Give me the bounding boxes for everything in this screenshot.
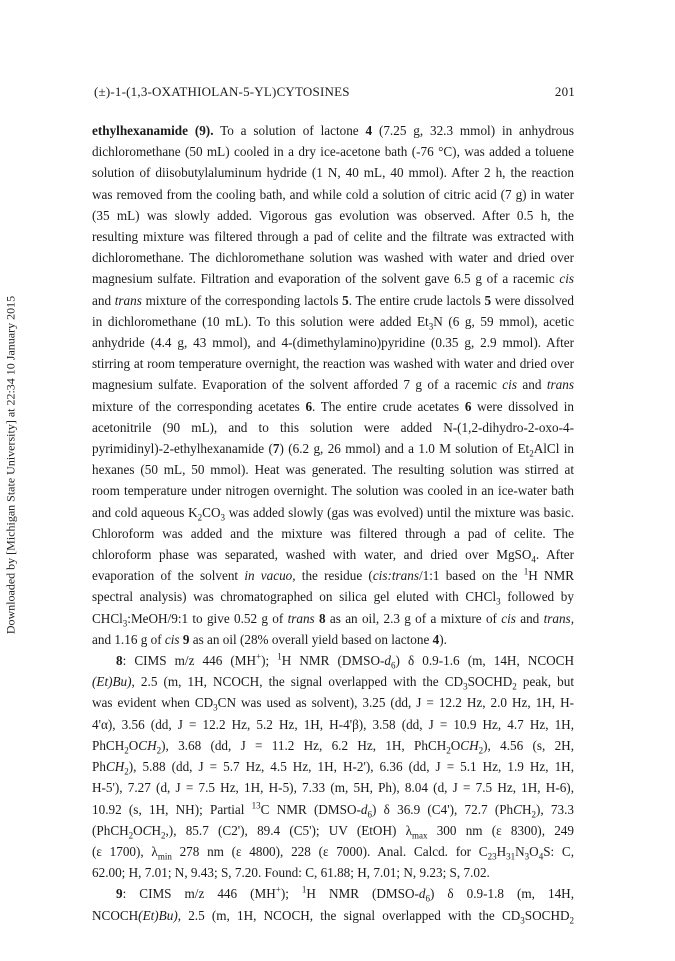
text-line: and 1.16 g of cis 9 as an oil (28% overall yield based on lactone 4).: [92, 631, 447, 647]
text-line: dichloromethane (50 mL) cooled in a dry ice-acetone bath (-76 °C), was added a toluene: [92, 144, 574, 160]
text-line: 9: CIMS m/z 446 (MH+); $^1$H NMR $(DMSO-d_6)$ δ 0.9-1.8 (m, 14H,: [116, 884, 574, 904]
download-watermark-text: Downloaded by [Michigan State University] at 22:34 10 January 2015: [3, 295, 18, 635]
text-line: (35 mL) was slowly added. Vigorous gas evolution was observed. After 0.5 h, the: [92, 207, 574, 223]
text-line: stirring at room temperature overnight, the reaction was washed with water and dried over: [92, 356, 574, 372]
text-line: resulting mixture was filtered through a pad of celite and the filtrate was extracted with: [92, 229, 574, 245]
text-line: and cold aqueous $K_2CO_3$ was added slowly (gas was evolved) until the mixture was basic.: [92, 504, 574, 523]
text-line: magnesium sulfate. Evaporation of the solvent afforded 7 g of a racemic cis and trans: [92, 377, 574, 393]
page-header: [94, 84, 575, 100]
running-title: (±)-1-(1,3-OXATHIOLAN-5-YL)CYTOSINES: [94, 84, 350, 99]
text-line: chloroform phase was separated, washed with water, and dried over MgSO$_4$. After: [92, 547, 574, 565]
text-line: NCOCH(Et)Bu), 2.5 (m, 1H, NCOCH, the signal overlapped with the $CD_3SOCHD_2$: [92, 907, 574, 926]
text-line: evaporation of the solvent in vacuo, the residue (cis:trans/1:1 based on the $^1$H NMR: [92, 566, 574, 584]
text-line: 62.00; H, 7.01; N, 9.43; S, 7.20. Found: C, 61.88; H, 7.01; N, 9.23; S, 7.02.: [92, 865, 490, 881]
text-line: 10.92 (s, 1H, NH); Partial $^{13}$C NMR $(DMSO-d_6)$ δ 36.9 (C4'), 72.7 (PhCH$_2$), 73.3: [92, 800, 574, 820]
text-line: 8: CIMS m/z 446 (MH+); $^1$H NMR $(DMSO-d_6)$ δ 0.9-1.6 (m, 14H, NCOCH: [116, 651, 574, 671]
text-line: room temperature under nitrogen overnight. The solution was cooled in an ice-water bath: [92, 483, 574, 499]
text-line: H-5'), 7.27 (d, J = 7.5 Hz, 1H, H-5), 7.33 (m, 5H, Ph), 8.04 (d, J = 7.5 Hz, 1H, H-6),: [92, 780, 574, 796]
text-line: dichloromethane. The dichloromethane solution was washed with water and dried over: [92, 250, 574, 266]
text-line: in dichloromethane (10 mL). To this solution were added $Et_3N$ (6 g, 59 mmol), acetic: [92, 313, 574, 332]
text-line: (ε 1700), $\lambda_{min}$ 278 nm (ε 4800), 228 (ε 7000). Anal. Calcd. for $C_{23}H_{31}N_3O_4S$: C,: [92, 843, 574, 862]
text-line: mixture of the corresponding acetates 6. The entire crude acetates 6 were dissolved in: [92, 398, 575, 414]
text-line: magnesium sulfate. Filtration and evaporation of the solvent gave 6.5 g of a racemic cis: [92, 271, 574, 287]
text-line: acetonitrile (90 mL), and to this solution were added N-(1,2-dihydro-2-oxo-4-: [92, 419, 574, 435]
text-line: PhCH$_2$), 5.88 (dd, J = 5.7 Hz, 4.5 Hz, 1H, H-2'), 6.36 (dd, J = 5.1 Hz, 1.9 Hz, 1H,: [92, 759, 574, 777]
text-line: solution of diisobutylaluminum hydride (1 N, 40 mL, 40 mmol). After 2 h, the reaction: [92, 165, 574, 181]
text-line: spectral analysis) was chromatographed on silica gel eluted with CHCl$_3$ followed by: [92, 589, 574, 608]
text-line: hexanes (50 mL, 50 mmol). Heat was generated. The resulting solution was stirred at: [92, 462, 574, 478]
page-number: 201: [554, 84, 575, 99]
text-line: pyrimidinyl)-2-ethylhexanamide (7) (6.2 g, 26 mmol) and a 1.0 M solution of $Et_2AlCl$ in: [92, 441, 574, 459]
text-line: was evident when $CD_3CN$ was used as solvent), 3.25 (dd, J = 12.2 Hz, 2.0 Hz, 1H, H-: [92, 695, 574, 714]
download-watermark: [2, 255, 20, 675]
text-line: CHCl$_3$:MeOH/9:1 to give 0.52 g of trans 8 as an oil, 2.3 g of a mixture of cis and trans,: [92, 610, 574, 629]
article-body: [92, 120, 574, 926]
text-line: Chloroform was added and the mixture was filtered through a pad of celite. The: [92, 525, 574, 541]
text-line: $PhCH_2OCH_2$), 3.68 (dd, J = 11.2 Hz, 6.2 Hz, 1H, $PhCH_2OCH_2$), 4.56 (s, 2H,: [92, 737, 574, 756]
text-line: ethylhexanamide (9). To a solution of lactone 4 (7.25 g, 32.3 mmol) in anhydrous: [92, 123, 574, 138]
text-line: 4'α), 3.56 (dd, J = 12.2 Hz, 5.2 Hz, 1H, H-4'β), 3.58 (dd, J = 10.9 Hz, 4.7 Hz, 1H,: [92, 716, 574, 732]
text-line: $(PhCH_2OCH_2,)$, 85.7 (C2'), 89.4 (C5'); UV (EtOH) $\lambda_{max}$ 300 nm (ε 8300), 249: [92, 822, 574, 841]
text-line: (Et)Bu), 2.5 (m, 1H, NCOCH, the signal overlapped with the $CD_3SOCHD_2$ peak, but: [92, 674, 574, 692]
text-line: and trans mixture of the corresponding lactols 5. The entire crude lactols 5 were dissolved: [92, 292, 574, 308]
text-line: anhydride (4.4 g, 43 mmol), and 4-(dimethylamino)pyridine (0.35 g, 2.9 mmol). After: [92, 335, 574, 351]
text-line: was removed from the cooling bath, and while cold a solution of citric acid (7 g) in water: [92, 186, 574, 202]
